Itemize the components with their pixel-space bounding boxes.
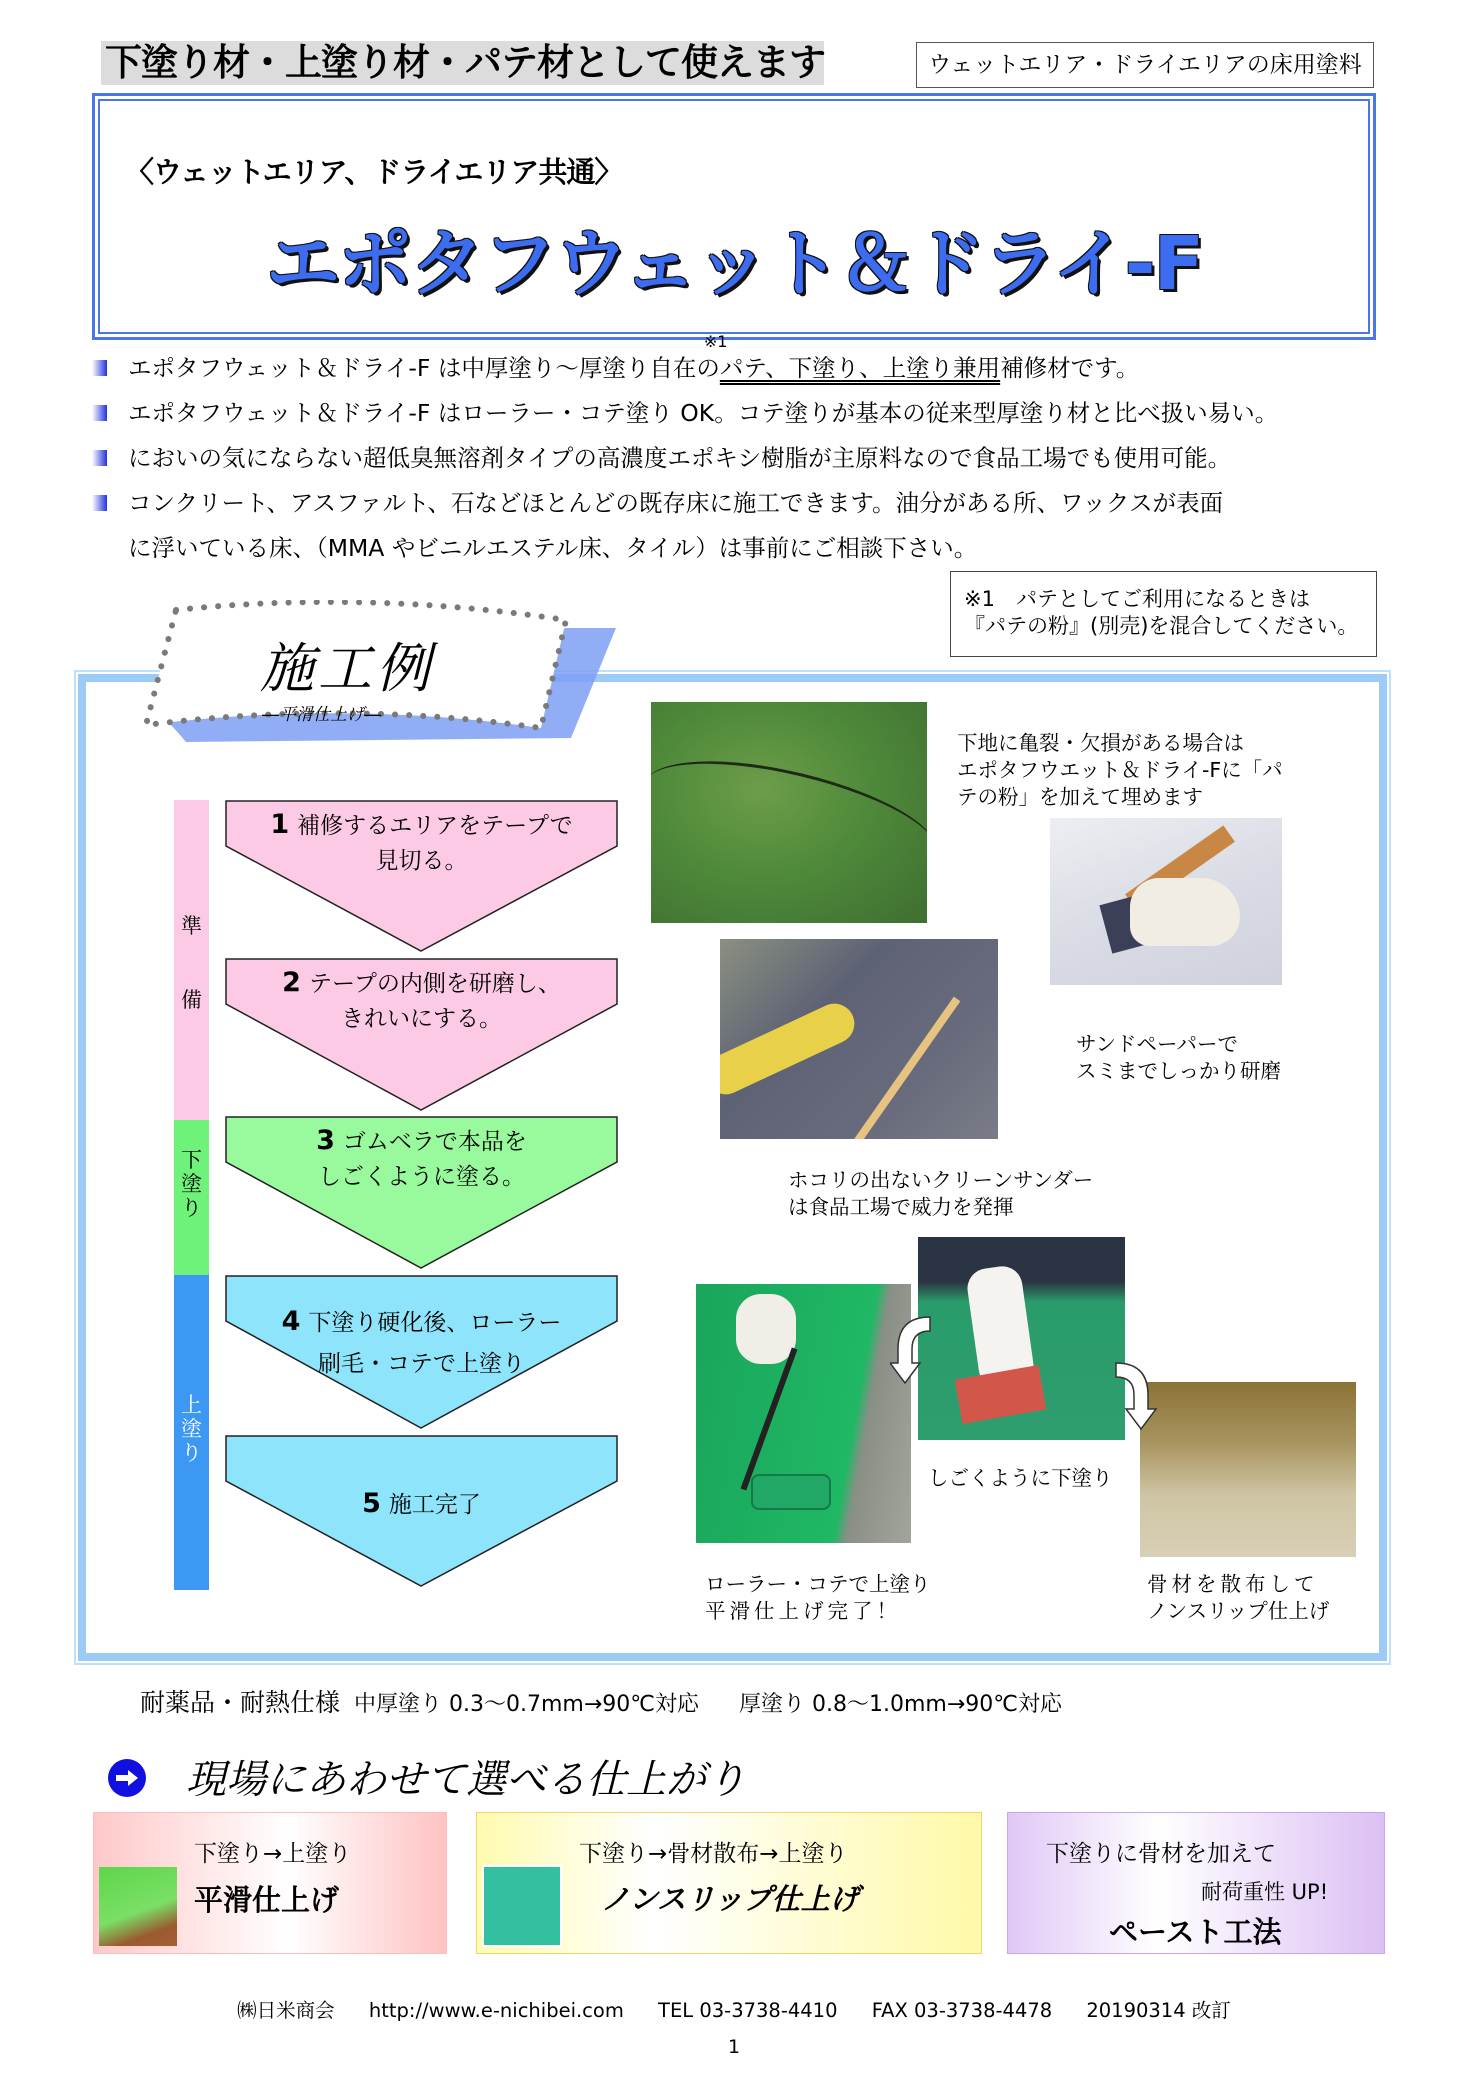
spec-lead: 耐薬品・耐熱仕様	[140, 1688, 341, 1717]
nonslip-finish-swatch	[482, 1865, 562, 1947]
finish-extra: 耐荷重性 UP!	[1201, 1880, 1329, 1904]
finish-option-paste	[1007, 1812, 1385, 1954]
footer	[0, 1995, 1468, 2023]
caption-line: しごくように下塗り	[928, 1466, 1113, 1490]
company-name: ㈱日米商会	[237, 1999, 335, 2022]
finish-process: 下塗り→上塗り	[194, 1841, 352, 1867]
footnote-mark: ※1	[703, 332, 728, 351]
photo-detail	[1130, 878, 1240, 946]
step-line: 下塗り硬化後、ローラー	[308, 1310, 562, 1336]
caption-sandpaper	[1076, 1031, 1281, 1085]
feature-item	[92, 332, 1392, 391]
bullet-square-icon	[92, 495, 107, 511]
finish-option-nonslip	[476, 1812, 982, 1954]
feature-item	[92, 436, 1392, 481]
step-text	[225, 1122, 618, 1161]
caption-line: サンドペーパーで	[1076, 1032, 1238, 1056]
feature-underlined-text: パテ、下塗り、上塗り兼用	[719, 354, 1001, 382]
step-line: 補修するエリアをテープで	[297, 813, 573, 839]
stage-label-char: り	[181, 1196, 202, 1220]
photo-detail	[955, 1365, 1047, 1424]
caption-line: は食品工場で威力を発揮	[788, 1195, 1014, 1219]
step-1	[225, 800, 618, 953]
caption-roller	[705, 1571, 931, 1625]
spec-medium: 中厚塗り 0.3～0.7mm→90℃対応	[354, 1692, 699, 1717]
bullet-square-icon	[92, 360, 107, 376]
finish-process: 下塗り→骨材散布→上塗り	[579, 1841, 848, 1867]
finish-option-smooth	[93, 1812, 447, 1954]
feature-item-continuation	[92, 526, 1392, 571]
stage-label-char: り	[181, 1441, 202, 1465]
feature-list	[92, 332, 1392, 571]
finish-process: 下塗りに骨材を加えて	[1046, 1841, 1276, 1867]
photo-squeegee-base-coat	[918, 1237, 1125, 1440]
stage-label-char: 下	[181, 1148, 202, 1172]
page-number: 1	[727, 2036, 741, 2058]
footnote-anchor	[703, 332, 1001, 382]
photo-cracked-floor	[651, 702, 927, 923]
finish-name: 平滑仕上げ	[194, 1883, 340, 1917]
step-number: 4	[281, 1306, 301, 1337]
photo-clean-sander	[720, 939, 998, 1139]
title-subtitle: 〈ウェットエリア、ドライエリア共通〉	[125, 155, 623, 189]
curved-arrow-down-left-icon	[890, 1315, 934, 1385]
caption-line: スミまでしっかり研磨	[1076, 1059, 1281, 1083]
caption-line: 下地に亀裂・欠損がある場合は	[957, 731, 1244, 755]
step-number: 5	[362, 1488, 381, 1519]
step-line: テープの内側を研磨し、	[308, 971, 561, 997]
step-line: きれいにする。	[341, 1006, 502, 1032]
spec-thick: 厚塗り 0.8～1.0mm→90℃対応	[738, 1692, 1062, 1717]
step-3	[225, 1116, 618, 1270]
stage-label-char: 備	[181, 988, 202, 1012]
stage-label-char: 塗	[181, 1172, 202, 1196]
feature-text: 補修材です。	[1000, 354, 1140, 382]
footnote-box	[950, 571, 1377, 657]
feature-text: エポタフウェット＆ドライ-F は中厚塗り～厚塗り自在の	[128, 354, 720, 382]
caption-line: テの粉」を加えて埋めます	[957, 785, 1203, 809]
finish-name: ノンスリップ仕上げ	[601, 1882, 859, 1916]
revision-date: 20190314 改訂	[1086, 1999, 1231, 2022]
caption-clean-sander	[788, 1167, 1093, 1221]
feature-text: においの気にならない超低臭無溶剤タイプの高濃度エポキシ樹脂が主原料なので食品工場でも使用可能。	[128, 444, 1232, 472]
caption-crack-repair	[957, 730, 1283, 811]
smooth-finish-swatch	[99, 1867, 177, 1946]
bullet-square-icon	[92, 450, 107, 466]
photo-roller-top-coat	[696, 1284, 911, 1543]
stage-preparation	[174, 800, 209, 1120]
photo-detail	[736, 1294, 796, 1364]
curved-arrow-down-right-icon	[1114, 1361, 1158, 1431]
photo-detail	[751, 1474, 831, 1510]
photo-detail	[741, 1347, 798, 1490]
finish-name: ペースト工法	[1109, 1915, 1282, 1949]
website-link[interactable]: http://www.e-nichibei.com	[368, 1999, 624, 2022]
feature-item	[92, 391, 1392, 436]
fax-number: FAX 03-3738-4478	[871, 1999, 1053, 2022]
caption-line: エポタフウエット＆ドライ-Fに「パ	[957, 758, 1283, 782]
feature-text: に浮いている床、（MMA やビニルエステル床、タイル）は事前にご相談下さい。	[128, 534, 978, 562]
stage-label-char: 準	[181, 914, 202, 938]
caption-line: ノンスリップ仕上げ	[1147, 1599, 1330, 1623]
product-name: エポタフウェット＆ドライ-F	[265, 221, 1203, 307]
feature-item	[92, 481, 1392, 526]
example-title: 施工例	[260, 637, 434, 700]
step-text	[225, 964, 618, 1003]
step-number: 3	[316, 1125, 335, 1156]
stage-top-coat	[174, 1275, 209, 1590]
step-number: 1	[270, 809, 290, 840]
feature-text: コンクリート、アスファルト、石などほとんどの既存床に施工できます。油分がある所、ワックスが表面	[128, 489, 1224, 517]
step-line: 見切る。	[375, 848, 468, 874]
stage-label-char: 上	[181, 1393, 202, 1417]
step-text	[225, 1485, 618, 1524]
photo-detail	[720, 997, 861, 1101]
feature-text: エポタフウェット＆ドライ-F はローラー・コテ塗り OK。コテ塗りが基本の従来型厚塗り材と比べ扱い易い。	[128, 399, 1279, 427]
step-line: 施工完了	[388, 1492, 481, 1518]
step-number: 2	[282, 967, 301, 998]
finish-heading	[108, 1748, 746, 1805]
step-4	[225, 1275, 618, 1430]
arrow-circle-right-icon	[108, 1759, 146, 1797]
photo-putty-application	[1050, 818, 1282, 985]
step-text	[225, 1303, 618, 1342]
stage-label-char: 塗	[181, 1417, 202, 1441]
spec-line	[140, 1683, 1062, 1719]
footnote-line: ※1 パテとしてご利用になるときは	[964, 587, 1310, 611]
phone-number: TEL 03-3738-4410	[658, 1999, 838, 2022]
step-2	[225, 958, 618, 1112]
step-text	[225, 806, 618, 845]
caption-line: 平滑仕上げ完了！	[705, 1599, 901, 1623]
category-tag: ウェットエリア・ドライエリアの床用塗料	[916, 42, 1374, 88]
caption-aggregate	[1147, 1571, 1329, 1625]
headline: 下塗り材・上塗り材・パテ材として使えます	[101, 41, 824, 85]
step-line: 刷毛・コテで上塗り	[318, 1351, 525, 1377]
caption-line: 骨材を散布して	[1147, 1572, 1319, 1596]
step-line: しごくように塗る。	[318, 1164, 525, 1190]
bullet-square-icon	[92, 405, 107, 421]
finish-heading-text: 現場にあわせて選べる仕上がり	[186, 1757, 746, 1803]
caption-squeegee	[928, 1465, 1113, 1492]
caption-line: ローラー・コテで上塗り	[705, 1572, 931, 1596]
example-subtitle: ―平滑仕上げ―	[262, 705, 381, 725]
step-line: ゴムベラで本品を	[342, 1129, 527, 1155]
step-5	[225, 1435, 618, 1588]
footnote-line: 『パテの粉』(別売)を混合してください。	[964, 614, 1359, 638]
caption-line: ホコリの出ないクリーンサンダー	[788, 1168, 1094, 1192]
photo-aggregate-nonslip	[1140, 1382, 1356, 1557]
stage-base-coat	[174, 1120, 209, 1275]
